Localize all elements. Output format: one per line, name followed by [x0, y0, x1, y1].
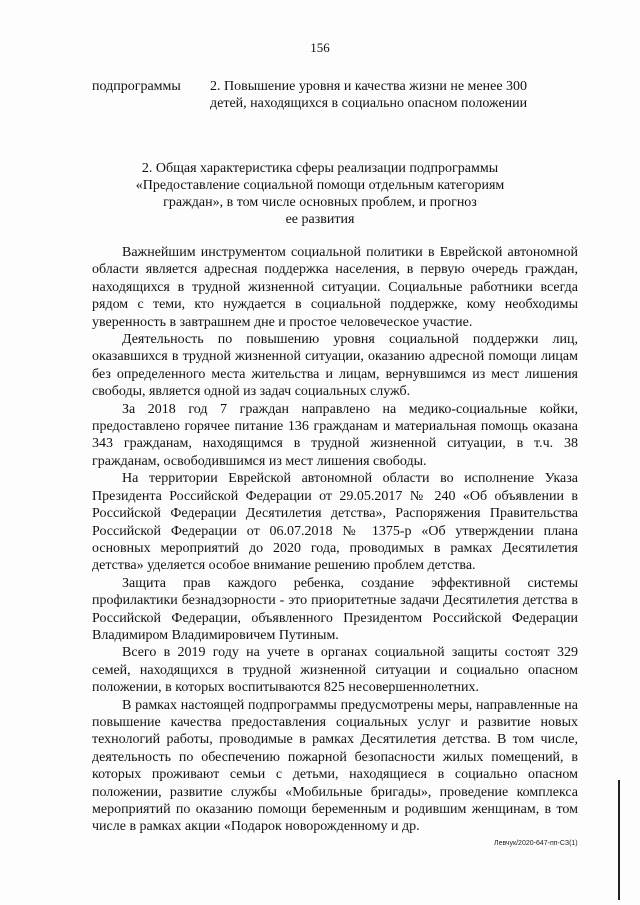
- section-title-line: граждан», в том числе основных проблем, и прогноз: [163, 195, 477, 210]
- document-code: Левчук/2020-647-пп-СЗ(1): [494, 840, 578, 847]
- section-title-line: «Предоставление социальной помощи отдельным категориям: [135, 178, 505, 193]
- paragraph: В рамках настоящей подпрограммы предусмотрены меры, направленные на повышение качества предоставления социальных услуг и развитие новых технологий работы, проводимые в рамках Десятилетия детства. В том числе, деятельность по обеспечению пожарной безопасности жилых помещений, в которых проживают семьи с детьми, находящиеся в социально опасном положении, развитие службы «Мобильные бригады», проведение комплекса мероприятий по оказанию помощи беременным и родившим женщинам, в том числе в рамках акции «Подарок новорожденному и др.: [92, 697, 578, 835]
- paragraph: Защита прав каждого ребенка, создание эффективной системы профилактики безнадзорности - это приоритетные задачи Десятилетия детства в Российской Федерации, объявленного Президентом Российской Федерации Владимиром Владимировичем Путиным.: [92, 575, 578, 643]
- section-title: [120, 160, 520, 228]
- body-text: [92, 244, 578, 836]
- section-title-line: ее развития: [285, 212, 355, 227]
- page-number: 156: [310, 40, 330, 55]
- scan-edge-mark: [618, 780, 620, 900]
- paragraph: Деятельность по повышению уровня социальной поддержки лиц, оказавшихся в трудной жизненной ситуации, оказанию адресной помощи лицам без определенного места жительства и лицам, вернувшимся из мест лишения свободы, является одной из задач социальных служб.: [92, 332, 578, 400]
- paragraph: На территории Еврейской автономной области во исполнение Указа Президента Российской Федерации от 29.05.2017 № 240 «Об объявлении в Российской Федерации Десятилетия детства», Распоряжения Правительства Российской Федерации от 06.07.2018 № 1375-р «Об утверждении плана основных мероприятий до 2020 года, проводимых в рамках Десятилетия детства» уделяется особое внимание решению проблем детства.: [92, 471, 578, 574]
- paragraph: Всего в 2019 году на учете в органах социальной защиты состоят 329 семей, находящихся в трудной жизненной ситуации и социально опасном положении, в которых воспитываются 825 несовершеннолетних.: [92, 645, 578, 696]
- paragraph: Важнейшим инструментом социальной политики в Еврейской автономной области является адресная поддержка населения, в первую очередь граждан, находящихся в трудной жизненной ситуации. Социальные работники всегда рядом с теми, кто нуждается в социальной поддержке, кому необходимы уверенность в завтрашнем дне и простое человеческое участие.: [92, 245, 578, 330]
- section-title-line: 2. Общая характеристика сферы реализации подпрограммы: [141, 161, 499, 176]
- goal-text: 2. Повышение уровня и качества жизни не менее 300 детей, находящихся в социально опасном положении: [210, 79, 528, 111]
- paragraph: За 2018 год 7 граждан направлено на медико-социальные койки, предоставлено горячее питание 136 гражданам и материальная помощь оказана 343 гражданам, находящимся в трудной жизненной ситуации, в т.ч. 38 гражданам, освободившимся из мест лишения свободы.: [92, 401, 578, 469]
- goal-label: подпрограммы: [92, 79, 181, 94]
